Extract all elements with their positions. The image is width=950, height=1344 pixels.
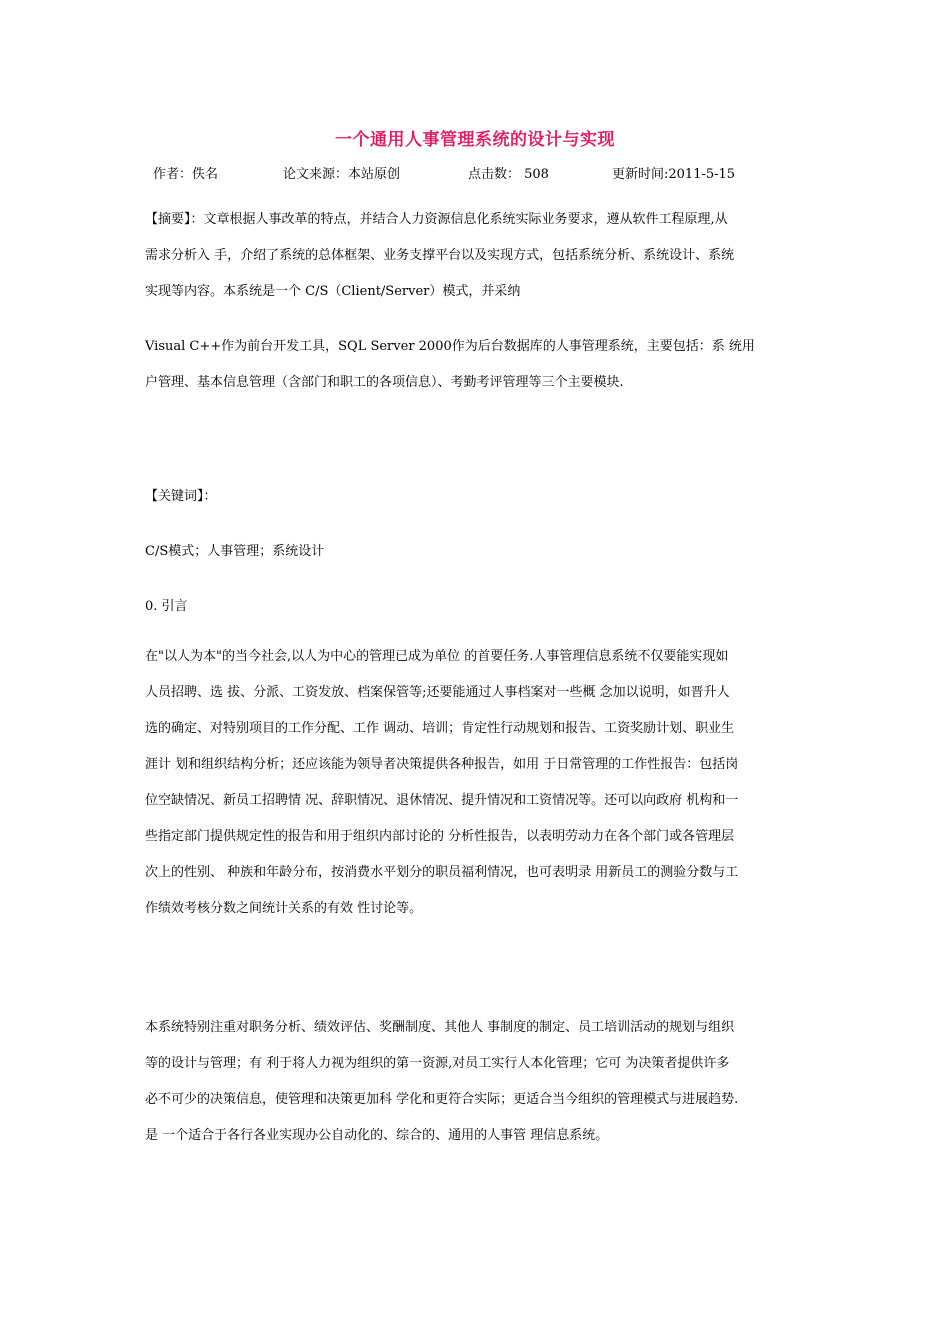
intro-paragraph (145, 639, 810, 927)
keywords-text: C/S模式；人事管理；系统设计 (145, 544, 325, 559)
intro-line: 选的确定、对特别项目的工作分配、工作 调动、培训；肯定性行动规划和报告、工资奖励计划、职业生 (145, 721, 735, 736)
abstract-line: 户管理、基本信息管理（含部门和职工的各项信息）、考勤考评管理等三个主要模块. (145, 375, 624, 390)
abstract-paragraph-2 (145, 329, 810, 401)
abstract-line: 实现等内容。本系统是一个 C/S（Client/Server）模式，并采纳 (145, 284, 521, 299)
keywords-label: 【关键词】： (145, 489, 217, 504)
intro-line: 些指定部门提供规定性的报告和用于组织内部讨论的 分析性报告，以表明劳动力在各个部门或各管理层 (145, 829, 735, 844)
abstract-line: Visual C++作为前台开发工具，SQL Server 2000作为后台数据库的人事管理系统，主要包括：系 统用 (145, 339, 755, 354)
meta-updated: 更新时间:2011-5-15 (612, 167, 736, 182)
abstract-paragraph (145, 202, 810, 310)
intro-line: 涯计 划和组织结构分析；还应该能为领导者决策提供各种报告，如用 于日常管理的工作性报告：包括岗 (145, 757, 739, 772)
meta-clicks: 点击数： 508 (468, 167, 549, 182)
abstract-line: 需求分析入 手，介绍了系统的总体框架、业务支撑平台以及实现方式，包括系统分析、系统设计、系统 (145, 248, 735, 263)
system-paragraph (145, 1010, 810, 1154)
meta-source: 论文来源：本站原创 (283, 167, 401, 182)
abstract-line: 【摘要】：文章根据人事改革的特点，并结合人力资源信息化系统实际业务要求，遵从软件工程原理,从 (145, 212, 728, 227)
intro-line: 作绩效考核分数之间统计关系的有效 性讨论等。 (145, 901, 423, 916)
intro-line: 次上的性别、 种族和年龄分布，按消费水平划分的职员福利情况，也可表明录 用新员工的测验分数与工 (145, 865, 739, 880)
system-line: 必不可少的决策信息，使管理和决策更加科 学化和更符合实际；更适合当今组织的管理模式与进展趋势. (145, 1092, 739, 1107)
intro-line: 在"以人为本"的当今社会,以人为中心的管理已成为单位 的首要任务.人事管理信息系统不仅要能实现如 (145, 649, 729, 664)
intro-heading: 0. 引言 (145, 599, 188, 614)
document-title: 一个通用人事管理系统的设计与实现 (335, 130, 615, 150)
intro-line: 位空缺情况、新员工招聘情 况、辞职情况、退休情况、提升情况和工资情况等。还可以向政府 机构和一 (145, 793, 739, 808)
system-line: 本系统特别注重对职务分析、绩效评估、奖酬制度、其他人 事制度的制定、员工培训活动的规划与组织 (145, 1020, 735, 1035)
meta-author: 作者：佚名 (153, 167, 219, 182)
intro-line: 人员招聘、选 拔、分派、工资发放、档案保管等;还要能通过人事档案对一些概 念加以说明，如晋升人 (145, 685, 730, 700)
system-line: 等的设计与管理；有 利于将人力视为组织的第一资源,对员工实行人本化管理；它可 为决策者提供许多 (145, 1056, 730, 1071)
system-line: 是 一个适合于各行各业实现办公自动化的、综合的、通用的人事管 理信息系统。 (145, 1128, 609, 1143)
